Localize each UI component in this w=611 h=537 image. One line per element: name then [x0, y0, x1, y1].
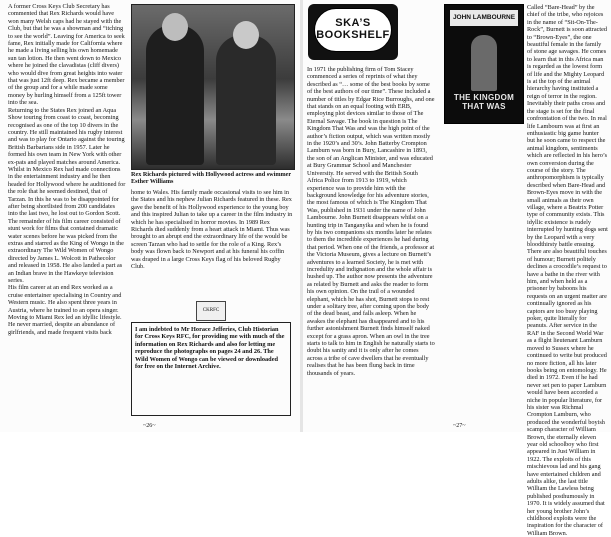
paragraph: Called “Bare-Head” by the chief of the tribe, who rejoices in the name of “Sit-On-The-Rock”, Burnett is soon attracted to “Brown-Eyes”, the one beautiful female in the family of stone age savages. He comes to learn that in this Africa man is regarded as the lowest form of life and the Mighty Leopard is at the top of the animal hierarchy having instituted a reign of terror in the region. Inevitably their paths cross and the stage is set for the final confrontation of the two. In real life Lambourn was at first an enthusiastic big game hunter but he soon came to respect the animal kingdom, sentiments which are reflected in his hero’s own conversion during the course of the story. The anthropomorphism is typically described when Bare-Head and Brown-Eyes move in with the small animals as their own village, where a Beatrix Potter type of community exists. This idyllic existence is rudely interrupted by hunting dogs sent by the Leopard with a very bloodthirsty battle ensuing. There are also beautiful touches of humour; Burnett politely declines a crocodile’s request to have a bathe in the river with him, and when held as a prisoner by baboons his requests on an urgent matter are continually ignored as his captors are too busy playing poker, quite literally for peanuts. After service in the RAF in the Second World War as a flight lieutenant Lamburn moved to Sussex where he continued to write but produced no more fiction, all his later books being on entomology. He died in 1972. Even if he had never set pen to paper Lamburn would have been accorded a niche in popular literature, for his sister was Richmal Crompton Lamburn, who produced the wonderful boyish scamp character of William Brown, the eternally eleven year old schoolboy who first appeared in Just William in 1922. The exploits of this mischievous lad and his gang have entertained children and adults alike, the last title William the Lawless being published posthumously in 1970. It is widely assumed that her young brother John’s childhood exploits were the inspiration for the character of William Brown.	[527, 4, 608, 537]
photo-rex-and-esther	[131, 4, 295, 170]
book-cover	[444, 4, 524, 124]
paragraph: A former Cross Keys Club Secretary has commented that Rex Richards would have won many Welsh caps had he stayed with the Club, but that he was a showman and “itching to see the world”. Leaving for America to seek fame, Rex initially made for California where he made a living selling his own homemade sun tan lotion. He then went down to Mexico where he joined the clavadistas (cliff divers) who would dive from great heights into water that was just 12ft deep. Rex became a member of the group and for a while made some money by hurling himself from a 125ft tower into the sea.	[8, 3, 125, 107]
cover-title: THE KINGDOM THAT WAS	[453, 93, 515, 111]
paragraph: Whilst in Mexico Rex had made connections in the entertainment industry and he then headed for Hollywood where he auditioned for the role that he seemed destined, that of Tarzan. In this he was to be disappointed for after being shortlisted from 200 candidates into the last two, he lost out to Gordon Scott. The remainder of his film career consisted of stunt work for films that contained dramatic water scenes before he was picked from the extras and starred as the King of Wongo in the extraordinary The Wild Women of Wongo directed by James L. Wolcott in Pathecolor and released in 1958. He also landed a part as an Indian brave in the Hawkeye television series.	[8, 165, 126, 285]
right-page-column-1-continued	[444, 128, 524, 422]
paragraph: Moving to Miami Rex led an idyllic lifestyle. He never married, despite an abundance of girlfriends, and made frequent visits back	[8, 314, 122, 336]
heading-title: SKA’S BOOKSHELF	[314, 8, 392, 52]
cover-figure	[471, 35, 497, 91]
club-emblem: CKRFC	[196, 301, 226, 321]
right-page-column-1	[307, 66, 435, 422]
paragraph: In 1971 the publishing firm of Tom Stacey commenced a series of reprints of what they described as “… some of the best books by some of the best authors of our time”. These included a number of titles by Edgar Rice Burroughs, and one that stands on an equal footing with ERB, employing plot devices similar to those of The Eternal Savage. The book in question is The Kingdom That Was and was the high point of the author’s fiction output, which was written mostly in the 1920’s and 30’s. John Batterby Crompton Lamburn was born in Bury, Lancashire in 1893, the son of an Anglican Minister, and was educated at Bury Grammar School and Manchester University. He served with the British South Africa Police from 1913 to 1919, which experience was to provide him with the background knowledge for his adventure stories, the most famous of which is The Kingdom That Was, published in 1931 under the name of John Lambourne. John Burnett disappears whilst on a hunting trip in Tanganyika and when he is found by his two companions six months later he relates to them the incredible experiences he had during that period. When one of the friends, a professor at the Victoria Museum, gives a lecture on Burnett’s adventures to a learned Society, he is met with incredulity and indignation and the whole affair is hushed up. The author now presents the adventure as related by Burnett and asks the reader to form his own opinion. On the trail of a wounded elephant, which he has shot, Burnett stops to rest under a solitary tree, after coming upon the body of the dead beast, and falls asleep. When he awakes the elephant has disappeared and to his further astonishment Burnett finds himself naked except for a grass apron. When an owl in the tree starts to talk to him in English he naturally starts to doubt his sanity and it is only after he comes across a tribe of cave dwellers that he eventually realises that he has been flung back in time thousands of years.	[307, 66, 435, 377]
paragraph: home to Wales. His family made occasional visits to see him in the States and his nephew Julian Richards featured in these. Rex gave the benefit of his Hollywood experience to the young boy and this inspired Julian to take up a career in the film industry in which he has specialised in horror movies. In 1989 Rex Richards died suddenly from a heart attack in Miami. Thus was brought to an abrupt end the extraordinary life of the would be screen Tarzan who had to settle for the role of a King. Rex’s body was flown back to Newport and at his funeral his coffin was draped in a large Cross Keys flag of his beloved Rugby Club.	[131, 189, 293, 271]
cover-author: JOHN LAMBOURNE	[450, 10, 518, 26]
page-number: ~27~	[453, 423, 466, 429]
photo-figure	[146, 25, 204, 165]
photo-figure	[216, 35, 276, 165]
photo-caption: Rex Richards pictured with Hollywood actress and swimmer Esther Williams	[131, 171, 292, 186]
left-page-column-1	[8, 3, 126, 423]
photo-figure-head	[233, 21, 259, 49]
paragraph: Returning to the States Rex joined an Aqua Show touring from coast to coast, becoming recognised as one of the top 10 divers in the country. He still maintained his rugby interest and was to play for Ontario against the touring British Barbarians side in 1957. Later he formed his own team in New York with other ex-pats and played matches around America.	[8, 106, 125, 166]
photo-figure-head	[162, 13, 188, 41]
acknowledgement-box: I am indebted to Mr Horace Jefferies, Club Historian for Cross Keys RFC, for providing me with much of the information on Rex Richards and also for letting me reproduce the photographs on pages 24 and 26. The Wild Women of Wongo can be viewed or downloaded for free on the Internet Archive.	[131, 322, 291, 416]
left-page-column-2	[131, 189, 293, 298]
right-page-column-2	[527, 4, 608, 537]
paragraph: His film career at an end Rex worked as a cruise entertainer specialising in Country and Western music. He also spent three years in Austria, where he trained to an opera singer.	[8, 284, 122, 314]
left-page	[0, 0, 301, 432]
bookshelf-heading-badge	[308, 4, 398, 60]
right-page	[303, 0, 611, 537]
page-number: ~26~	[143, 423, 156, 429]
